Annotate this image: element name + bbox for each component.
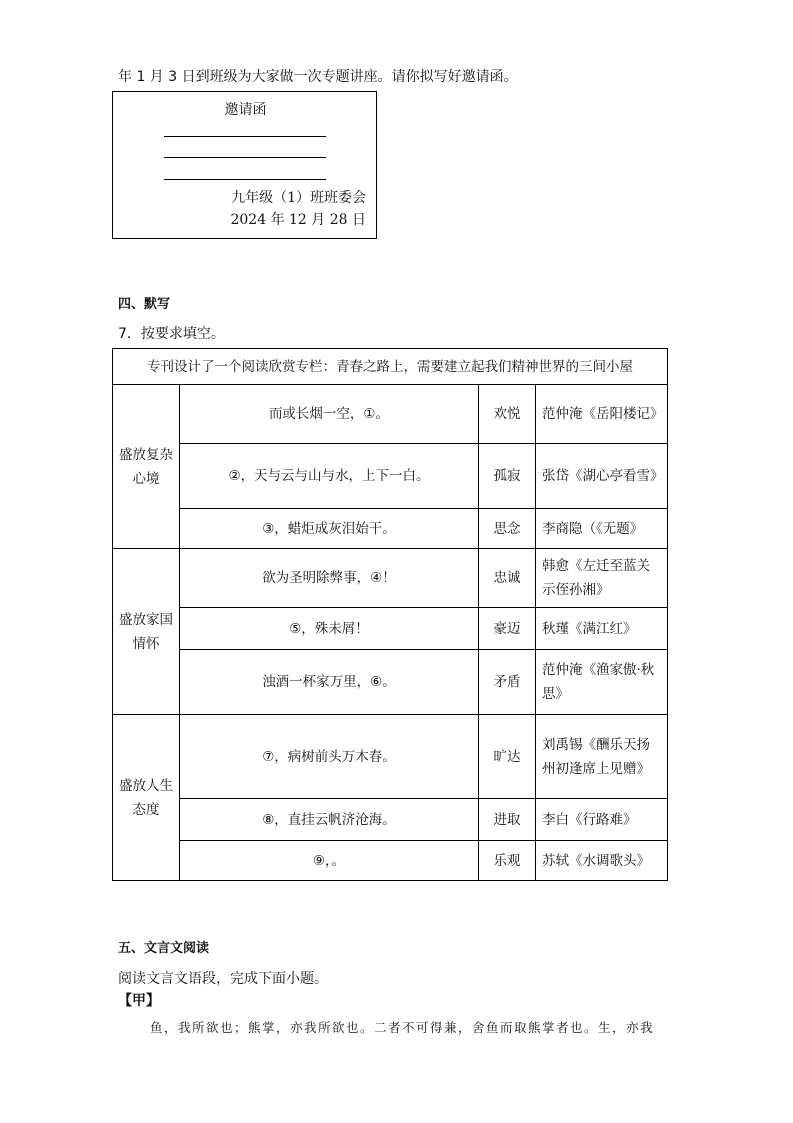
emotion-cell: 旷达 [479, 715, 536, 799]
verse-cell: ③，蜡炬成灰泪始干。 [180, 509, 479, 549]
invitation-letter-box [112, 91, 377, 239]
source-cell: 韩愈《左迁至蓝关示侄孙湘》 [536, 549, 668, 608]
source-cell: 范仲淹《渔家傲·秋思》 [536, 650, 668, 715]
emotion-cell: 矛盾 [479, 650, 536, 715]
category-cell: 盛放家国情怀 [113, 549, 180, 715]
emotion-cell: 欢悦 [479, 385, 536, 444]
verse-cell: 欲为圣明除弊事，④！ [180, 549, 479, 608]
emotion-cell: 乐观 [479, 841, 536, 881]
question-7: 7．按要求填空。 [118, 326, 225, 342]
source-cell: 苏轼《水调歌头》 [536, 841, 668, 881]
verse-cell: 而或长烟一空，①。 [180, 385, 479, 444]
source-cell: 范仲淹《岳阳楼记》 [536, 385, 668, 444]
category-cell: 盛放人生态度 [113, 715, 180, 881]
source-cell: 李商隐（《无题》 [536, 509, 668, 549]
blank-line [164, 136, 326, 137]
table-row [113, 608, 668, 650]
intro-text: 年 1 月 3 日到班级为大家做一次专题讲座。请你拟写好邀请函。 [118, 69, 518, 85]
emotion-cell: 进取 [479, 799, 536, 841]
verse-cell: ⑧，直挂云帆济沧海。 [180, 799, 479, 841]
section-4-heading: 四、默写 [118, 297, 171, 312]
classical-passage: 鱼，我所欲也；熊掌，亦我所欲也。二者不可得兼，舍鱼而取熊掌者也。生，亦我 [150, 1020, 655, 1035]
emotion-cell: 思念 [479, 509, 536, 549]
section-5-heading: 五、文言文阅读 [118, 941, 210, 956]
letter-signature: 九年级（1）班班委会 [231, 190, 366, 206]
category-cell: 盛放复杂心境 [113, 385, 180, 549]
table-header-row [113, 349, 668, 385]
verse-cell: ②，天与云与山与水，上下一白。 [180, 444, 479, 509]
table-row [113, 841, 668, 881]
table-row [113, 715, 668, 799]
emotion-cell: 豪迈 [479, 608, 536, 650]
table-row [113, 799, 668, 841]
source-cell: 李白《行路难》 [536, 799, 668, 841]
source-cell: 刘禹锡《酬乐天扬州初逢席上见赠》 [536, 715, 668, 799]
passage-label: 【甲】 [118, 993, 160, 1009]
blank-line [164, 179, 326, 180]
verse-cell: ⑤，殊未屑！ [180, 608, 479, 650]
fill-in-table [112, 348, 668, 881]
table-row [113, 444, 668, 509]
verse-cell: ⑨，。 [180, 841, 479, 881]
emotion-cell: 忠诚 [479, 549, 536, 608]
blank-line [164, 157, 326, 158]
source-cell: 张岱《湖心亭看雪》 [536, 444, 668, 509]
table-row [113, 385, 668, 444]
table-row [113, 549, 668, 608]
verse-cell: ⑦，病树前头万木春。 [180, 715, 479, 799]
table-row [113, 509, 668, 549]
reading-instruction: 阅读文言文语段，完成下面小题。 [118, 971, 328, 987]
letter-date: 2024 年 12 月 28 日 [230, 212, 366, 228]
table-row [113, 650, 668, 715]
letter-title: 邀请函 [224, 102, 267, 118]
emotion-cell: 孤寂 [479, 444, 536, 509]
source-cell: 秋瑾《满江红》 [536, 608, 668, 650]
table-header: 专刊设计了一个阅读欣赏专栏：青春之路上，需要建立起我们精神世界的三间小屋 [113, 349, 668, 385]
verse-cell: 浊酒一杯家万里，⑥。 [180, 650, 479, 715]
